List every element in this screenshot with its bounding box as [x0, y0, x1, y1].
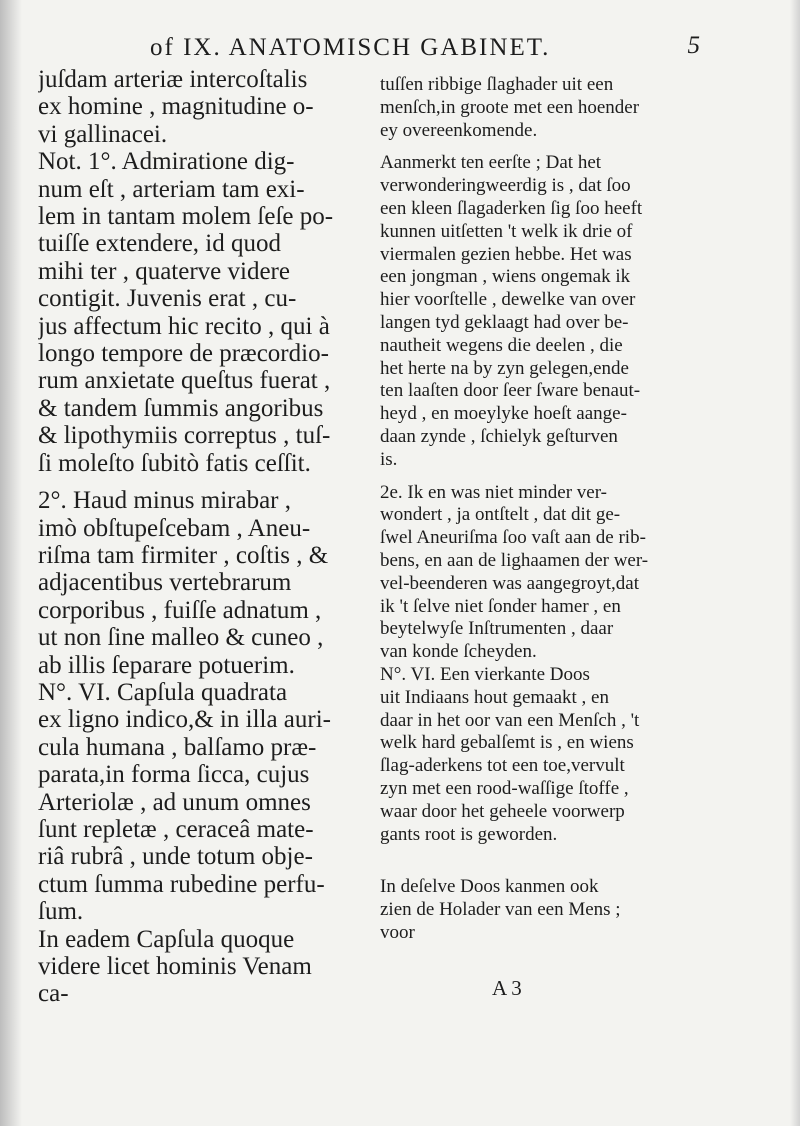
latin-text-line: jus affectum hic recito , qui à: [38, 312, 330, 340]
page-number: 5: [687, 32, 700, 59]
dutch-text-line: bens, en aan de lighaamen der wer-: [380, 549, 649, 571]
latin-text-line: N°. VI. Capſula quadrata: [38, 678, 288, 706]
dutch-text-line: daan zynde , ſchielyk geſturven: [380, 425, 618, 447]
dutch-text-line: het herte na by zyn gelegen,ende: [380, 357, 629, 379]
dutch-text-line: welk hard gebalſemt is , en wiens: [380, 732, 634, 754]
dutch-text-line: daar in het oor van een Menſch , 't: [380, 709, 640, 731]
page-shadow-left: [0, 0, 22, 1126]
dutch-text-line: hier voorſtelle , dewelke van over: [380, 289, 636, 311]
dutch-text-line: vel-beenderen was aangegroyt,dat: [380, 572, 640, 594]
running-head: of IX. ANATOMISCH GABINET.: [150, 34, 551, 61]
latin-text-line: riſma tam firmiter , coſtis , &: [38, 541, 329, 569]
latin-text-line: num eſt , arteriam tam exi-: [38, 175, 305, 203]
dutch-text-line: N°. VI. Een vierkante Doos: [380, 663, 590, 685]
dutch-text-line: een jongman , wiens ongemak ik: [380, 266, 631, 288]
latin-text-line: ab illis ſeparare potuerim.: [38, 651, 295, 679]
latin-text-line: & tandem ſummis angoribus: [38, 394, 324, 422]
latin-text-line: ca-: [38, 980, 69, 1008]
dutch-text-line: Aanmerkt ten eerſte ; Dat het: [380, 152, 602, 174]
latin-column: [38, 66, 356, 1008]
dutch-text-line: uit Indiaans hout gemaakt , en: [380, 686, 609, 708]
dutch-text-line: wondert , ja ontſtelt , dat dit ge-: [380, 504, 621, 526]
latin-text-line: cula humana , balſamo præ-: [38, 733, 317, 761]
dutch-text-line: een kleen ſlagaderken ſig ſoo heeft: [380, 197, 643, 219]
dutch-text-line: voor: [380, 921, 415, 943]
paragraph-gap: [38, 477, 356, 487]
latin-text-line: videre licet hominis Venam: [38, 953, 312, 980]
latin-text-line: ex homine , magnitudine o-: [38, 93, 314, 121]
dutch-text-line: gants root is geworden.: [380, 823, 558, 845]
dutch-text-line: ik 't ſelve niet ſonder hamer , en: [380, 595, 621, 617]
signature-mark: A 3: [492, 976, 522, 1000]
latin-text-line: riâ rubrâ , unde totum obje-: [38, 843, 313, 871]
dutch-text-line: menſch,in groote met een hoender: [380, 96, 640, 118]
dutch-text-line: zyn met een rood-waſſige ſtoffe ,: [380, 777, 629, 799]
latin-text-line: ctum ſumma rubedine perfu-: [38, 870, 325, 898]
paragraph-gap: [380, 866, 700, 876]
dutch-text-line: 2e. Ik en was niet minder ver-: [380, 481, 608, 503]
latin-text-line: Not. 1°. Admiratione dig-: [38, 148, 295, 176]
latin-text-line: contigit. Juvenis erat , cu-: [38, 285, 297, 313]
dutch-text-line: van konde ſcheyden.: [380, 641, 537, 663]
latin-text-line: juſdam arteriæ intercoſtalis: [38, 66, 308, 93]
dutch-text-line: In deſelve Doos kanmen ook: [380, 876, 599, 898]
dutch-text-line: ſwel Aneuriſma ſoo vaſt aan de rib-: [380, 527, 646, 549]
paragraph-gap: [380, 472, 700, 482]
latin-text-line: lem in tantam molem ſeſe po-: [38, 203, 334, 231]
latin-text-line: Arteriolæ , ad unum omnes: [38, 788, 311, 816]
paragraph-gap: [380, 142, 700, 152]
dutch-text-line: heyd , en moeylyke hoeſt aange-: [380, 403, 627, 425]
dutch-text-line: langen tyd geklaagt had over be-: [380, 311, 629, 333]
dutch-text-line: is.: [380, 448, 398, 470]
latin-text-line: imò obſtupeſcebam , Aneu-: [38, 514, 311, 542]
latin-text-line: rum anxietate queſtus fuerat ,: [38, 367, 331, 395]
latin-text-line: corporibus , fuiſſe adnatum ,: [38, 596, 322, 624]
latin-text-line: parata,in forma ſicca, cujus: [38, 761, 310, 789]
paragraph-gap: [380, 856, 700, 866]
latin-text-line: mihi ter , quaterve videre: [38, 257, 290, 285]
latin-text-line: longo tempore de præcordio-: [38, 340, 329, 368]
dutch-text-line: ſlag-aderkens tot een toe,vervult: [380, 755, 625, 777]
latin-text-line: ſi moleſto ſubitò fatis ceſſit.: [38, 449, 311, 477]
latin-text-line: & lipothymiis correptus , tuſ-: [38, 422, 331, 450]
latin-text-line: ut non ſine malleo & cuneo ,: [38, 624, 324, 652]
dutch-text-line: verwonderingweerdig is , dat ſoo: [380, 175, 631, 197]
dutch-text-line: beytelwyſe Inſtrumenten , daar: [380, 618, 614, 640]
dutch-text-line: zien de Holader van een Mens ;: [380, 899, 621, 921]
latin-text-line: ex ligno indico,& in illa auri-: [38, 706, 331, 734]
latin-text-line: tuiſſe extendere, id quod: [38, 230, 281, 258]
dutch-text-line: ey overeenkomende.: [380, 119, 538, 141]
dutch-text-line: nautheit wegens die deelen , die: [380, 334, 623, 356]
dutch-column: [380, 74, 700, 945]
paragraph-gap: [380, 846, 700, 856]
page-shadow-right: [790, 0, 800, 1126]
latin-text-line: 2°. Haud minus mirabar ,: [38, 487, 292, 515]
latin-text-line: In eadem Capſula quoque: [38, 925, 295, 953]
latin-text-line: vi gallinacei.: [38, 120, 168, 148]
dutch-text-line: kunnen uitſetten 't welk ik drie of: [380, 220, 633, 242]
latin-text-line: ſum.: [38, 898, 84, 926]
dutch-text-line: waar door het geheele voorwerp: [380, 800, 625, 822]
dutch-text-line: ten laaſten door ſeer ſware benaut-: [380, 380, 641, 402]
latin-text-line: ſunt repletæ , ceraceâ mate-: [38, 815, 314, 843]
dutch-text-line: viermalen gezien hebbe. Het was: [380, 243, 632, 265]
latin-text-line: adjacentibus vertebrarum: [38, 569, 292, 597]
dutch-text-line: tuſſen ribbige ſlaghader uit een: [380, 74, 614, 95]
